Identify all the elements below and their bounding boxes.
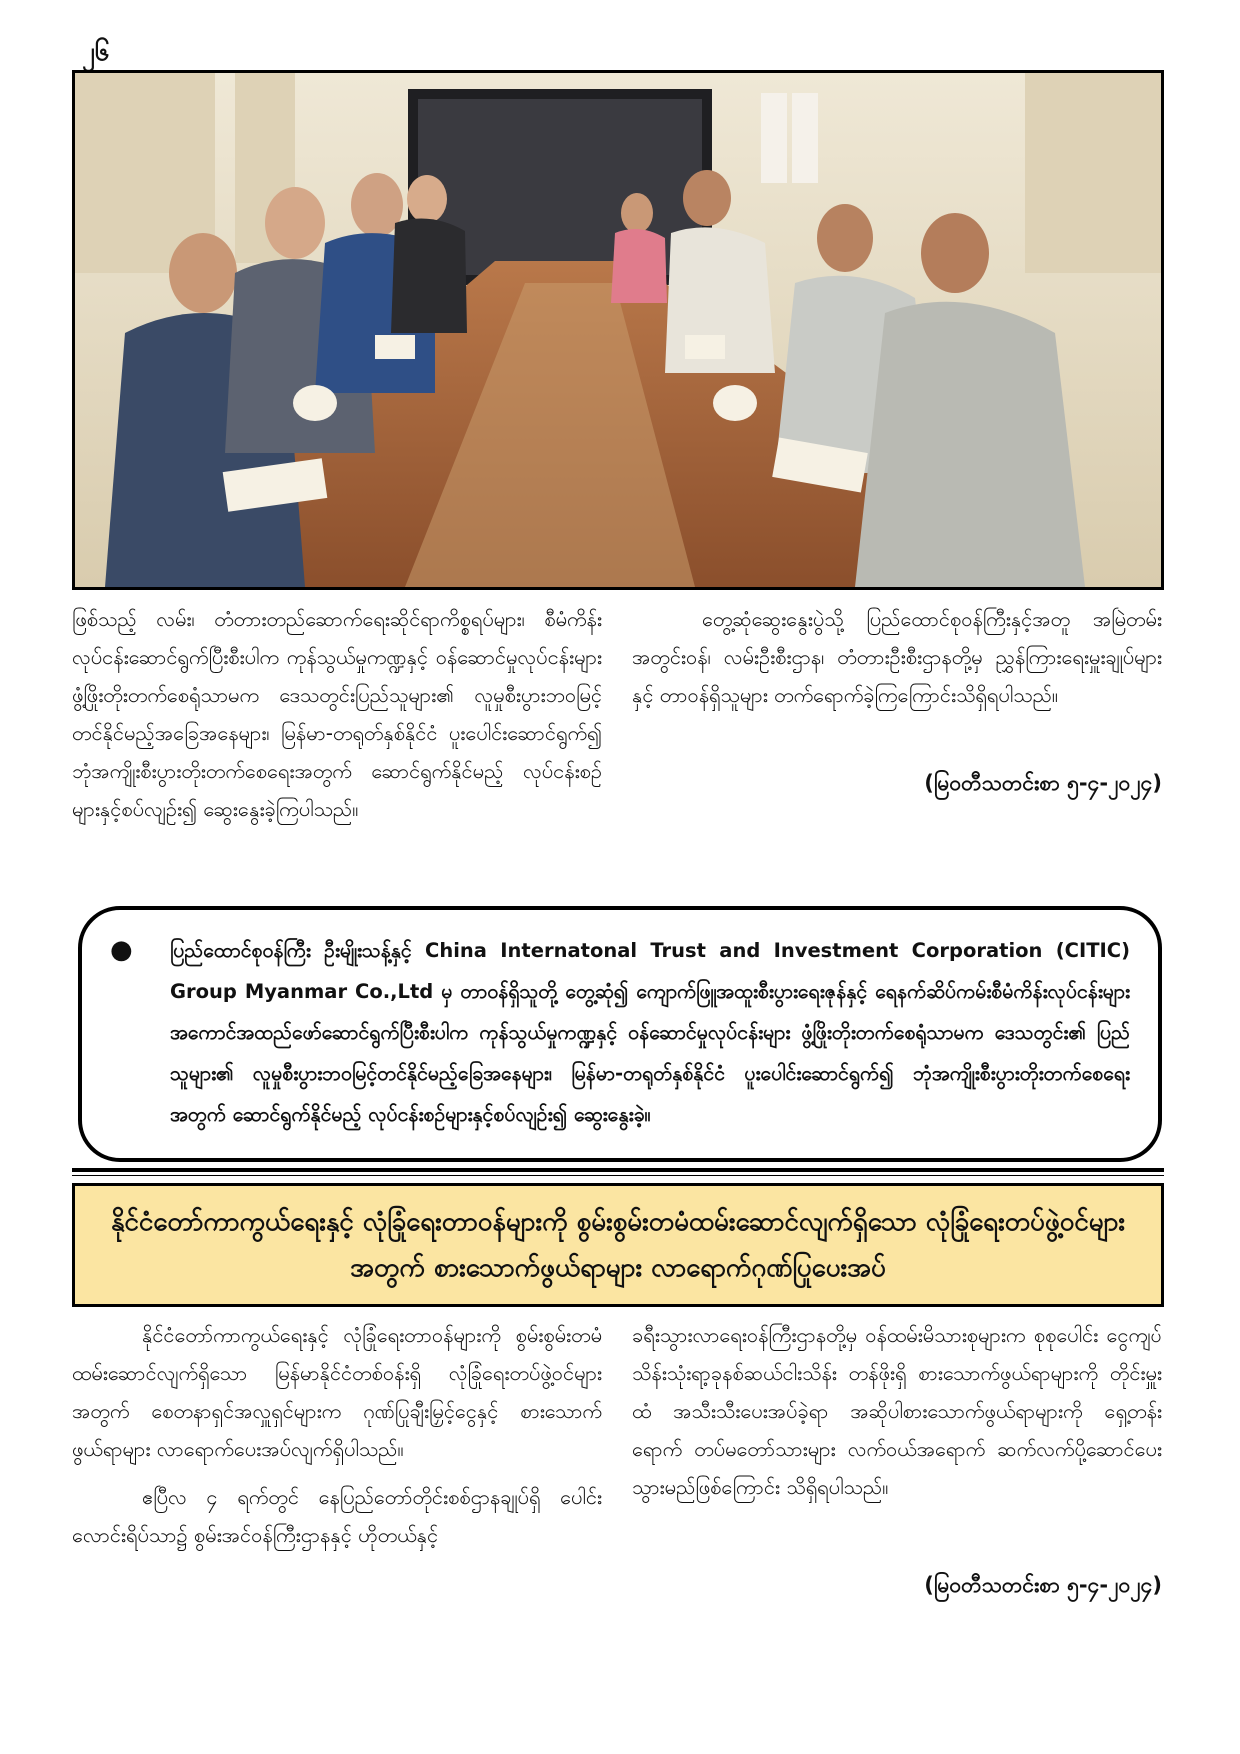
page-number: ၂၆ (82, 37, 110, 67)
article1-source: (မြဝတီသတင်းစာ ၅-၄-၂၀၂၄) (924, 771, 1162, 795)
meeting-photo (72, 70, 1164, 590)
summary-box (78, 906, 1162, 1162)
section-divider-thin (72, 1175, 1164, 1176)
article1-left-text: ဖြစ်သည့် လမ်း၊ တံတားတည်ဆောက်ရေးဆိုင်ရာကိစ္စရပ်များ၊ စီမံကိန်းလုပ်ငန်းဆောင်ရွက်ပြီးစီးပါက ကုန်သွယ်မှုကဏ္ဍနှင့် ဝန်ဆောင်မှုလုပ်ငန်းများ ဖွံ့ဖြိုးတိုးတက်စေရုံသာမက ဒေသတွင်းပြည်သူများ၏ လူမှုစီးပွားဘဝမြင့်တင်နိုင်မည့်အခြေအနေများ၊ မြန်မာ-တရုတ်နှစ်နိုင်ငံ ပူးပေါင်းဆောင်ရွက်၍ ဘုံအကျိုးစီးပွားတိုးတက်စေရေးအတွက် ဆောင်ရွက်နိုင်မည့် လုပ်ငန်းစဉ်များနှင့်စပ်လျဉ်း၍ ဆွေးနွေးခဲ့ကြပါသည်။ (72, 607, 602, 821)
section-divider-thick (72, 1168, 1164, 1172)
article2-left-para2: ဧပြီလ ၄ ရက်တွင် နေပြည်တော်တိုင်းစစ်ဌာနချုပ်ရှိ ပေါင်းလောင်းရိပ်သာ၌ စွမ်းအင်ဝန်ကြီးဌာနနှင့် ဟိုတယ်နှင့် (72, 1485, 602, 1547)
article2-right-text: ခရီးသွားလာရေးဝန်ကြီးဌာနတို့မှ ဝန်ထမ်းမိသားစုများက စုစုပေါင်း ငွေကျပ် သိန်းသုံးရာ့ခုနစ်ဆယ်ငါးသိန်း တန်ဖိုးရှိ စားသောက်ဖွယ်ရာများကို တိုင်းမှူးထံ အသီးသီးပေးအပ်ခဲ့ရာ အဆိုပါစားသောက်ဖွယ်ရာများကို ရှေ့တန်းရောက် တပ်မတော်သားများ လက်ဝယ်အရောက် ဆက်လက်ပို့ဆောင်ပေးသွားမည်ဖြစ်ကြောင်း သိရှိရပါသည်။ (632, 1323, 1162, 1499)
article2-source: (မြဝတီသတင်းစာ ၅-၄-၂၀၂၄) (924, 1573, 1162, 1597)
article1-left-column (72, 600, 602, 828)
article2-right-column (632, 1316, 1162, 1506)
bullet-icon: ● (110, 935, 133, 965)
summary-text: ပြည်ထောင်စုဝန်ကြီး ဦးမျိုးသန့်နှင့် China Internatonal Trust and Investment Corporation (CITIC) Group Myanmar Co.,Ltd မှ တာဝန်ရှိသူတို့ တွေ့ဆုံ၍ ကျောက်ဖြူအထူးစီးပွားရေးဇုန်နှင့် ရေနက်ဆိပ်ကမ်းစီမံကိန်းလုပ်ငန်းများ အကောင်အထည်ဖော်ဆောင်ရွက်ပြီးစီးပါက ကုန်သွယ်မှုကဏ္ဍနှင့် ဝန်ဆောင်မှုလုပ်ငန်းများ ဖွံ့ဖြိုးတိုးတက်စေရုံသာမက ဒေသတွင်း၏ ပြည်သူများ၏ လူမှုစီးပွားဘဝမြင့်တင်နိုင်မည့်ခြေအနေများ၊ မြန်မာ-တရုတ်နှစ်နိုင်ငံ ပူးပေါင်းဆောင်ရွက်၍ ဘုံအကျိုးစီးပွားတိုးတက်စေရေးအတွက် ဆောင်ရွက်နိုင်မည့် လုပ်ငန်းစဉ်များနှင့်စပ်လျဉ်း၍ ဆွေးနွေးခဲ့။ (170, 939, 1130, 1126)
article2-headline-box (72, 1183, 1164, 1307)
article1-right-column (632, 600, 1162, 714)
meeting-photo-illustration (75, 73, 1161, 587)
article2-left-para1: နိုင်ငံတော်ကာကွယ်ရေးနှင့် လုံခြုံရေးတာဝန်များကို စွမ်းစွမ်းတမံထမ်းဆောင်လျက်ရှိသော မြန်မာနိုင်ငံတစ်ဝန်းရှိ လုံခြုံရေးတပ်ဖွဲ့ဝင်များအတွက် စေတနာရှင်အလှူရှင်များက ဂုဏ်ပြုချီးမြှင့်ငွေနှင့် စားသောက်ဖွယ်ရာများ လာရောက်ပေးအပ်လျက်ရှိပါသည်။ (72, 1323, 602, 1461)
wall-calendar (761, 93, 787, 183)
article2-headline: နိုင်ငံတော်ကာကွယ်ရေးနှင့် လုံခြုံရေးတာဝန်များကို စွမ်းစွမ်းတမံထမ်းဆောင်လျက်ရှိသော လုံခြုံရေးတပ်ဖွဲ့ဝင်များအတွက် စားသောက်ဖွယ်ရာများ လာရောက်ဂုဏ်ပြုပေးအပ် (111, 1207, 1125, 1283)
article2-left-column (72, 1316, 602, 1554)
article1-right-text: တွေ့ဆုံဆွေးနွေးပွဲသို့ ပြည်ထောင်စုဝန်ကြီးနှင့်အတူ အမြဲတမ်းအတွင်းဝန်၊ လမ်းဦးစီးဌာန၊ တံတားဦးစီးဌာနတို့မှ ညွှန်ကြားရေးမှူးချုပ်များနှင့် တာဝန်ရှိသူများ တက်ရောက်ခဲ့ကြကြောင်းသိရှိရပါသည်။ (632, 607, 1162, 707)
